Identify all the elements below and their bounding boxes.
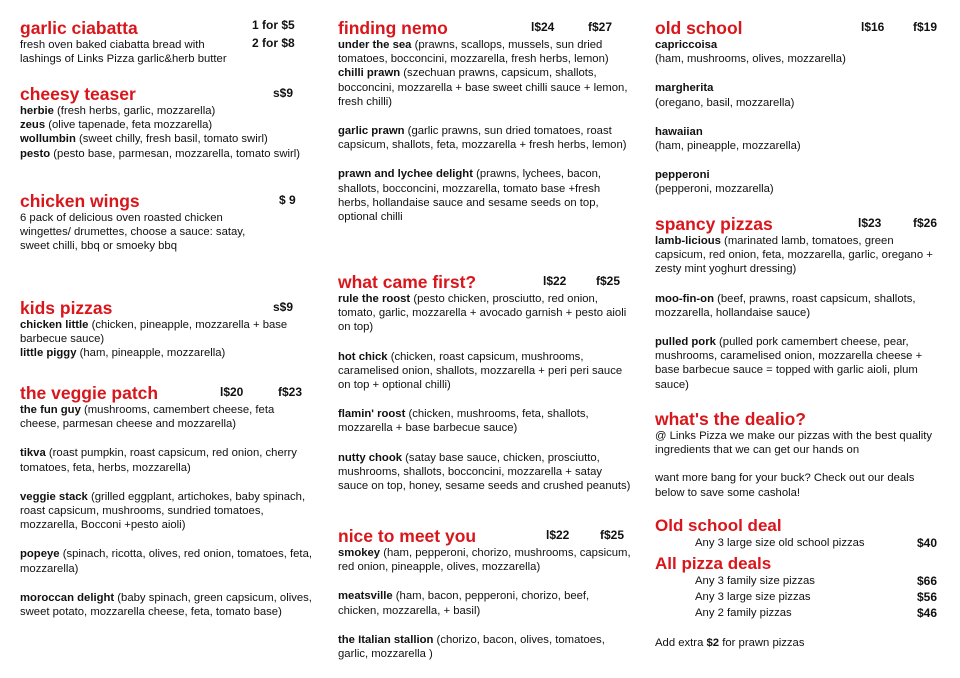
cheesy-teaser-section — [20, 84, 312, 161]
menu-item — [338, 124, 632, 152]
item-desc: (ham, pepperoni, chorizo, mushrooms, capsicum, red onion, pineapple, olives, mozzarella) — [338, 547, 631, 574]
old-school-deal-section — [655, 516, 947, 551]
item-desc: (olive tapenade, feta mozzarella) — [45, 119, 213, 132]
menu-item — [20, 147, 312, 161]
menu-item — [20, 118, 312, 132]
item-desc: (baby spinach, green capsicum, olives, sweet potato, mozzarella cheese, feta, tomato base) — [20, 591, 312, 619]
item-name: pulled pork — [655, 336, 716, 349]
item-name: nutty chook — [338, 451, 403, 464]
item-name: little piggy — [20, 347, 77, 360]
menu-item — [338, 350, 632, 393]
section-title: chicken wings — [20, 191, 140, 211]
menu-item — [20, 591, 312, 619]
item-desc: (fresh herbs, garlic, mozzarella) — [53, 105, 216, 117]
extra-suffix: for prawn pizzas — [719, 637, 805, 649]
price-family: f$26 — [913, 216, 938, 230]
deal-row — [655, 573, 947, 589]
menu-item — [338, 589, 632, 617]
extra-amount: $2 — [706, 637, 720, 649]
menu-item — [655, 38, 947, 66]
menu-item — [338, 633, 632, 661]
menu-item — [338, 546, 632, 574]
item-name: the Italian stallion — [338, 633, 434, 646]
old-school-section — [655, 18, 947, 197]
menu-item — [338, 292, 632, 335]
item-name: pepperoni — [655, 169, 710, 182]
item-desc: (ham, bacon, pepperoni, chorizo, beef, chicken, mozzarella, + basil) — [338, 590, 590, 617]
section-title: old school — [655, 18, 743, 38]
menu-item — [20, 490, 312, 533]
item-name: prawn and lychee delight — [338, 168, 473, 181]
spancy-pizzas-section — [655, 214, 947, 392]
item-name: tikva — [20, 447, 46, 460]
price-large: l$22 — [543, 274, 567, 288]
item-name: popeye — [20, 548, 60, 561]
menu-item — [338, 38, 632, 66]
item-name: flamin' roost — [338, 408, 406, 421]
price: s$9 — [273, 300, 294, 314]
item-name: rule the roost — [338, 293, 411, 305]
item-desc: (sweet chilly, fresh basil, tomato swirl) — [75, 133, 268, 146]
item-name: hot chick — [338, 350, 388, 363]
item-name: smokey — [338, 547, 381, 559]
section-description: fresh oven baked ciabatta bread with lashings of Links Pizza garlic&herb butter — [20, 39, 227, 66]
price-large: l$23 — [858, 216, 882, 230]
item-desc: (prawns, scallops, mussels, sun dried tomatoes, bocconcini, mozzarella, fresh herbs, lemon) — [338, 39, 609, 66]
what-came-first-section — [338, 272, 632, 493]
menu-item — [338, 407, 632, 435]
section-title: nice to meet you — [338, 526, 477, 546]
item-name: capriccoisa — [655, 39, 718, 51]
item-name: lamb-licious — [655, 235, 721, 247]
item-name: moo-fin-on — [655, 292, 714, 305]
section-title: what came first? — [338, 272, 477, 292]
section-title: garlic ciabatta — [20, 18, 138, 38]
item-desc: (satay base sauce, chicken, prosciutto, mushrooms, shallots, bocconcini, mozzarella + satay sauce on top, honey, sesame seeds and crushed peanuts) — [338, 451, 631, 493]
item-desc: (mushrooms, camembert cheese, feta cheese, parmesan cheese and mozzarella) — [20, 404, 275, 431]
item-name: wollumbin — [20, 133, 76, 146]
item-desc: (roast pumpkin, roast capsicum, red onion, cherry tomatoes, feta, herbs, mozzarella) — [20, 447, 297, 474]
section-description: 6 pack of delicious oven roasted chicken wingettes/ drumettes, choose a sauce: satay, sweet chilli, bbq or smoeky bbq — [20, 212, 246, 253]
extra-prefix: Add extra — [655, 637, 707, 649]
chicken-wings-section — [20, 191, 312, 254]
item-desc: (chorizo, bacon, olives, tomatoes, garlic, mozzarella ) — [338, 633, 605, 661]
dealio-pitch: want more bang for your buck? Check out our deals below to save some cashola! — [655, 472, 915, 499]
price-family: f$19 — [913, 20, 938, 34]
item-name: pesto — [20, 147, 51, 160]
item-desc: (ham, pineapple, mozzarella) — [76, 347, 226, 360]
section-title: finding nemo — [338, 18, 448, 38]
item-name: margherita — [655, 82, 714, 95]
menu-item — [20, 318, 312, 346]
price-family: f$23 — [278, 385, 303, 399]
item-name: moroccan delight — [20, 591, 115, 604]
extra-note — [655, 636, 947, 650]
all-pizza-deals-section — [655, 554, 947, 621]
menu-item — [655, 335, 947, 392]
deal-row — [655, 589, 947, 605]
kids-pizzas-section — [20, 298, 312, 361]
deal-price: $56 — [916, 590, 937, 604]
section-title: kids pizzas — [20, 298, 113, 318]
nice-to-meet-you-section — [338, 526, 632, 661]
item-desc: (spinach, ricotta, olives, red onion, tomatoes, feta, mozzarella) — [20, 548, 312, 575]
item-desc: (chicken, pineapple, mozzarella + base barbecue sauce) — [20, 319, 288, 346]
section-title: Old school deal — [655, 516, 782, 535]
item-name: herbie — [20, 105, 54, 117]
price-family: f$25 — [600, 528, 625, 542]
menu-item — [20, 403, 312, 431]
item-name: veggie stack — [20, 490, 88, 503]
deal-row — [655, 605, 947, 621]
deal-price: $66 — [916, 574, 937, 588]
item-desc: (garlic prawns, sun dried tomatoes, roast capsicum, shallots, feta, mozzarella + fresh herbs, lemon) — [338, 125, 627, 152]
dealio-intro: @ Links Pizza we make our pizzas with the best quality ingredients that we can get our hands on — [655, 430, 933, 457]
section-title: spancy pizzas — [655, 214, 773, 234]
item-desc: (ham, pineapple, mozzarella) — [655, 140, 801, 153]
item-desc: (pesto base, parmesan, mozzarella, tomato swirl) — [50, 147, 301, 160]
menu-item — [655, 81, 947, 109]
price-single: 1 for $5 — [252, 18, 295, 32]
item-desc: (chicken, roast capsicum, mushrooms, caramelised onion, shallots, mozzarella + peri peri sauce on top + optional chilli) — [338, 350, 623, 392]
item-desc: (prawns, lychees, bacon, shallots, bocconcini, mozzarella, tomato base +fresh herbs, hollandaise sauce and sesame seeds on top, optional chilli — [338, 168, 602, 224]
menu-item — [20, 104, 312, 118]
veggie-patch-section — [20, 383, 312, 619]
garlic-ciabatta-section — [20, 18, 312, 66]
item-desc: (chicken, mushrooms, feta, shallots, mozzarella + base barbecue sauce) — [338, 408, 589, 435]
item-desc: (marinated lamb, tomatoes, green capsicum, red onion, feta, mozzarella, garlic, oregano + zesty mint yoghurt dressing) — [655, 235, 933, 276]
item-name: chilli prawn — [338, 67, 401, 80]
deal-price: $46 — [916, 606, 937, 620]
menu-item — [20, 547, 312, 575]
item-desc: (pepperoni, mozzarella) — [655, 183, 774, 196]
price-family: f$25 — [596, 274, 621, 288]
menu-item — [20, 446, 312, 474]
menu-item — [655, 125, 947, 153]
item-name: the fun guy — [20, 404, 81, 416]
item-desc: (szechuan prawns, capsicum, shallots, bocconcini, mozzarella + base sweet chilli sauce + lemon, fresh chilli) — [338, 67, 628, 108]
section-title: the veggie patch — [20, 383, 159, 403]
deal-row — [655, 535, 947, 551]
deal-label: Any 3 large size old school pizzas — [695, 537, 865, 549]
finding-nemo-section — [338, 18, 632, 224]
price-large: l$24 — [531, 20, 555, 34]
item-desc: (pesto chicken, prosciutto, red onion, tomato, garlic, mozzarella + avocado garnish + pesto aioli on top) — [338, 293, 627, 334]
item-name: zeus — [20, 119, 46, 132]
price-large: l$16 — [861, 20, 885, 34]
item-name: garlic prawn — [338, 125, 405, 138]
item-desc: (ham, mushrooms, olives, mozzarella) — [655, 53, 846, 66]
item-desc: (beef, prawns, roast capsicum, shallots, mozzarella, hollandaise sauce) — [655, 292, 916, 319]
deal-label: Any 2 family pizzas — [695, 607, 792, 619]
menu-item — [338, 167, 632, 224]
item-name: meatsville — [338, 590, 393, 603]
item-desc: (oregano, basil, mozzarella) — [655, 96, 795, 109]
item-desc: (pulled pork camembert cheese, pear, mushrooms, caramelised onion, mozzarella cheese + base barbecue sauce = topped with garlic aioli, plum sauce) — [655, 336, 923, 391]
menu-item — [655, 292, 947, 320]
price-large: l$22 — [546, 528, 570, 542]
menu-item — [20, 346, 312, 360]
section-title: what's the dealio? — [655, 409, 806, 429]
dealio-section — [655, 409, 947, 500]
deal-price: $40 — [916, 536, 937, 550]
deal-label: Any 3 large size pizzas — [695, 591, 811, 603]
price: s$9 — [273, 86, 294, 100]
price-double: 2 for $8 — [252, 36, 295, 50]
menu-item — [655, 168, 947, 196]
section-title: cheesy teaser — [20, 84, 136, 104]
price-large: l$20 — [220, 385, 244, 399]
item-name: under the sea — [338, 39, 412, 51]
price: $ 9 — [279, 193, 296, 207]
menu-item — [338, 451, 632, 494]
item-name: chicken little — [20, 319, 89, 331]
item-desc: (grilled eggplant, artichokes, baby spinach, roast capsicum, mushrooms, sundried tomatoes, mozzarella, Bocconi +pesto aioli) — [20, 490, 306, 532]
item-name: hawaiian — [655, 125, 703, 138]
menu-item — [338, 66, 632, 109]
menu-item — [655, 234, 947, 277]
section-title: All pizza deals — [655, 554, 772, 573]
price-family: f$27 — [588, 20, 613, 34]
menu-item — [20, 132, 312, 146]
deal-label: Any 3 family size pizzas — [695, 575, 815, 587]
